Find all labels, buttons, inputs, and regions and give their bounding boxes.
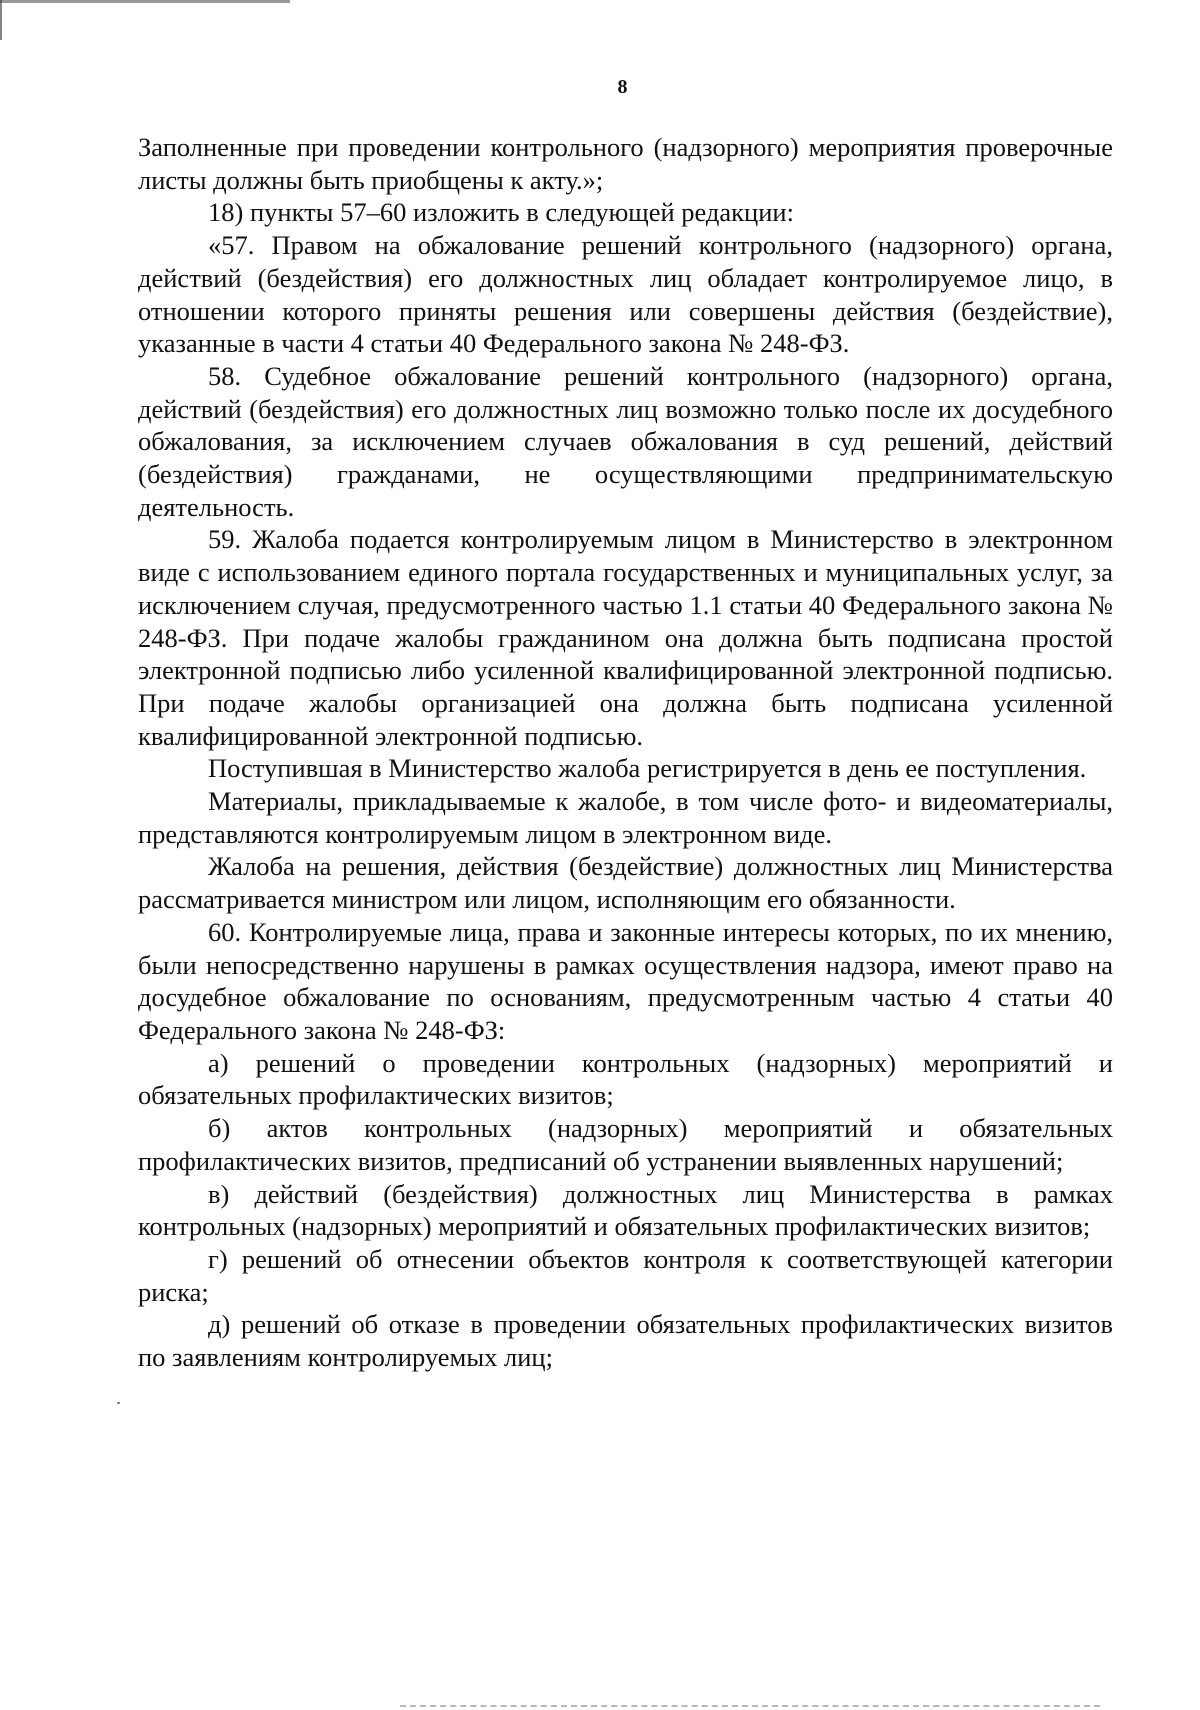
paragraph: Заполненные при проведении контрольного (надзорного) мероприятия проверочные листы должны быть приобщены к акту.»; [138,132,1113,195]
paragraph: «57. Правом на обжалование решений контрольного (надзорного) органа, действий (бездействия) его должностных лиц обладает контролируемое лицо, в отношении которого приняты решения или совершены действия (бездействие), указанные в части 4 статьи 40 Федерального закона № 248-ФЗ. [138,230,1113,359]
scan-edge-left [0,0,2,40]
paragraph: 58. Судебное обжалование решений контрольного (надзорного) органа, действий (бездействия) его должностных лиц возможно только после их досудебного обжалования, за исключением случаев обжалования в суд решений, действий (бездействия) гражданами, не осуществляющими предпринимательскую деятельность. [138,360,1113,522]
list-item: д) решений об отказе в проведении обязательных профилактических визитов по заявлениям контролируемых лиц; [138,1309,1113,1373]
paragraph: 59. Жалоба подается контролируемым лицом в Министерство в электронном виде с использованием единого портала государственных и муниципальных услуг, за исключением случая, предусмотренного частью 1.1 статьи 40 Федерального закона № 248-ФЗ. При подаче жалобы гражданином она должна быть подписана простой электронной подписью либо усиленной квалифицированной электронной подписью. При подаче жалобы организацией она должна быть подписана усиленной квалифицированной электронной подписью. [138,524,1113,751]
paragraph: 18) пункты 57–60 изложить в следующей редакции: [208,197,794,228]
paragraph: Поступившая в Министерство жалоба регистрируется в день ее поступления. [208,753,1087,784]
paragraph: Материалы, прикладываемые к жалобе, в том числе фото- и видеоматериалы, представляются контролируемым лицом в электронном виде. [138,786,1113,849]
scan-speck [117,1402,120,1404]
list-item: а) решений о проведении контрольных (надзорных) мероприятий и обязательных профилактических визитов; [138,1047,1113,1111]
document-body [138,131,1113,1374]
scan-edge-bottom [400,1705,1100,1707]
paragraph: 60. Контролируемые лица, права и законные интересы которых, по их мнению, были непосредственно нарушены в рамках осуществления надзора, имеют право на досудебное обжалование по основаниям, предусмотренным частью 4 статьи 40 Федерального закона № 248-ФЗ: [138,916,1113,1045]
list-item: б) актов контрольных (надзорных) мероприятий и обязательных профилактических визитов, предписаний об устранении выявленных нарушений; [138,1113,1113,1176]
scan-edge-top [0,0,290,3]
list-item: г) решений об отнесении объектов контроля к соответствующей категории риска; [138,1243,1113,1307]
page-number: 8 [617,76,628,98]
paragraph: Жалоба на решения, действия (бездействие) должностных лиц Министерства рассматривается министром или лицом, исполняющим его обязанности. [138,851,1113,915]
list-item: в) действий (бездействия) должностных лиц Министерства в рамках контрольных (надзорных) мероприятий и обязательных профилактических визитов; [138,1178,1113,1242]
